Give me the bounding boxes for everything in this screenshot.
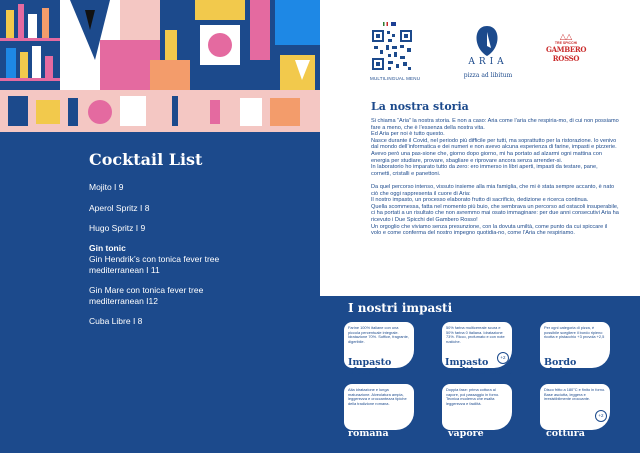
card-name: Pala romana <box>348 419 389 439</box>
story-paragraph: Nasce durante il Covid, nel periodo più difficile per tutti, ma soprattutto per la ristorazione. Io venivo dal mondo dell’informatica e dei numeri e non avevo alcuna esperienza di farine, impasti e pizzerie. Avevo però una pas-sione che, giorno dopo giorno, mi ha portato ad alzarmi ogni mattina con energia per studiare, provare, sbagliare e riprovare ancora senza arrender-si. <box>371 137 617 164</box>
aria-logo-icon <box>457 18 517 78</box>
story-paragraph: Ed Aria per noi è tutto questo. <box>371 131 445 138</box>
drink-mojito <box>89 182 124 193</box>
card-description: 50% farina multicereale scura e 50% farina 0 italiana. Idratazione 73%. Ricco, profumato e con note rustiche. <box>446 325 505 344</box>
card-description: Disco fritto a 180°C e finito in forno. Base asciutta, leggera e irresistibilmente croccante. <box>544 387 606 402</box>
bar-illustration <box>0 0 320 132</box>
card-description: Per ogni categoria di pizza, è possibile scegliere il bordo ripieno ricotta e pistacchio +3 provola +2,5 <box>544 325 605 340</box>
story-body <box>371 118 619 237</box>
price-badge: +2 <box>497 352 509 364</box>
card-name: Cotta al vapore <box>448 419 490 439</box>
card-name: Bordo ripieno <box>544 357 583 377</box>
qr-code-icon[interactable] <box>370 28 414 72</box>
drink-gin-tonic <box>89 243 259 276</box>
drink-name: Aperol Spritz I 8 <box>89 203 150 213</box>
impasti-title: I nostri impasti <box>348 301 453 315</box>
drink-name: Hugo Spritz I 9 <box>89 223 146 233</box>
story-paragraph: Il nostro impasto, un processo elaborato frutto di sacrificio, dedizione e ricerca continua. <box>371 197 589 204</box>
story-title: La nostra storia <box>371 100 469 113</box>
drink-cuba-libre <box>89 316 142 327</box>
price-badge: +2 <box>595 410 607 422</box>
logo-name: ARIA <box>468 57 508 67</box>
card-description: Doppia fase: prima cottura al vapore, poi passaggio in forno. Tecnica moderna che esalta leggerezza e facilità. <box>446 387 500 406</box>
gambero-top-label: TRE SPICCHI <box>554 41 578 45</box>
gambero-name: GAMBERO ROSSO <box>546 45 587 63</box>
card-name: Impasto multicereale <box>445 357 513 377</box>
card-name: Doppia cottura <box>546 419 585 439</box>
qr-label: MULTILINGUAL MENU <box>370 76 421 81</box>
story-spacer <box>371 177 619 184</box>
cocktail-list-title: Cocktail List <box>89 150 203 169</box>
story-paragraph: Un orgoglio che viviamo senza presunzione, con la dovuta umiltà, come punto da cui spiccare il volo e come conferma del nostro impegno quotidia-no, come l’Aria che respiriamo. <box>371 223 608 237</box>
card-description: Farine 100% italiane con una piccola percentuale integrale. Idratazione 70%. Soffice, fragrante, digeribile. <box>348 325 409 344</box>
story-paragraph: Da quel percorso intenso, vissuto insieme alla mia famiglia, che mi è stata sempre accanto, è nato ciò che oggi rappresenta il cuore di Aria: <box>371 183 615 197</box>
card-description: Alta idratazione e lunga maturazione. Alveolatura ampia, leggerezza e croccantezza tipiche della tradizione romana. <box>348 387 407 406</box>
drink-aperol <box>89 203 149 214</box>
drink-name: Mojito I 9 <box>89 182 124 192</box>
story-paragraph: In laboratorio ho imparato tutto da zero: ero immerso in libri aperti, impasti da testare, pane, cornetti, cristalli e panettoni. <box>371 164 598 177</box>
card-name: Impasto classico <box>348 357 392 377</box>
drink-detail: Gin Hendrik’s con tonica fever tree mediterranean I 11 <box>89 254 220 275</box>
spicchi-icon: △△ <box>559 32 573 41</box>
paper-wave <box>320 282 640 302</box>
story-paragraph: Si chiama “Aria” la nostra storia. E non a caso: Aria come l’aria che respiria-mo, di cui non possiamo fare a meno, che è l’essenza della nostra vita. <box>371 118 619 131</box>
drink-name: Cuba Libre I 8 <box>89 316 143 326</box>
logo-subtitle: pizza ad libitum <box>463 72 513 79</box>
story-paragraph: Quella scommessa, fatta nel momento più buio, che sembrava un percorso ad ostacoli insuperabile, ci ha portati a un risultato che non avremmo mai osato immaginare: per due anni consecutivi Aria ha ricevuto i Due Spicchi del Gambero Rosso! <box>371 203 619 223</box>
drink-hugo <box>89 223 145 234</box>
story-panel <box>320 0 640 453</box>
drink-detail: Gin Mare con tonica fever tree mediterranean I12 <box>89 285 204 306</box>
gambero-rosso-badge <box>546 32 586 63</box>
drink-name: Gin tonic <box>89 243 126 253</box>
drink-gin-mare <box>89 285 259 307</box>
